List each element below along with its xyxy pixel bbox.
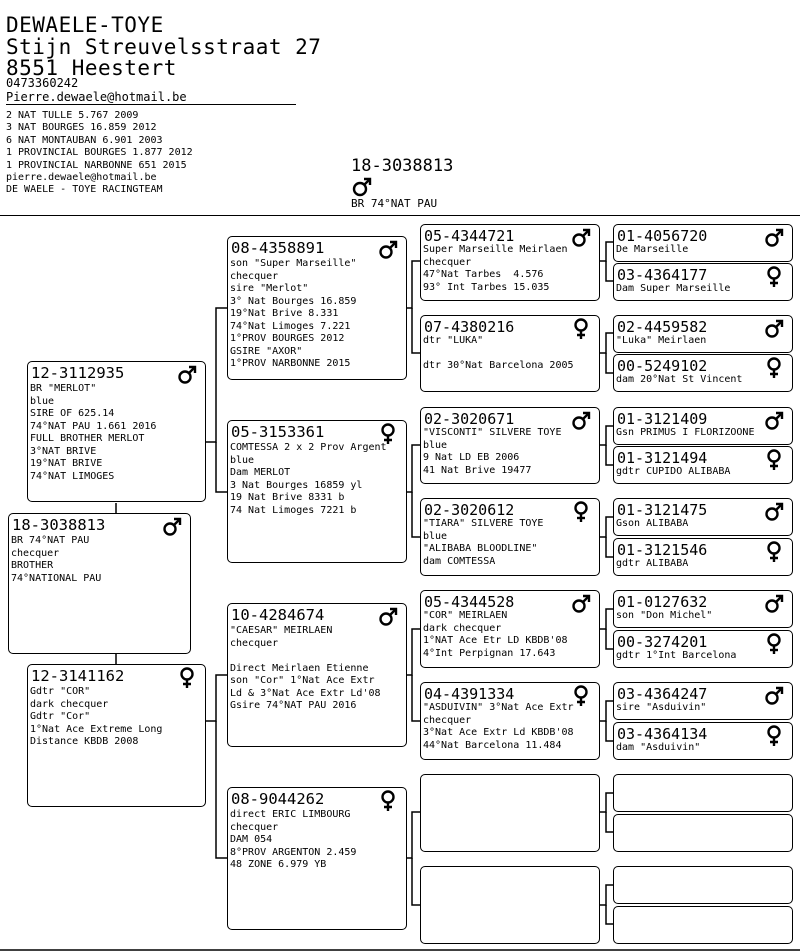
pedigree-notes <box>616 702 706 715</box>
pedigree-box-ss <box>227 236 407 380</box>
note-line: 48 ZONE 6.979 YB <box>230 859 327 870</box>
pedigree-box-dsd <box>420 682 600 760</box>
ring-number: 18-3038813 <box>12 516 106 534</box>
ring-number: 03-4364247 <box>617 685 708 703</box>
result-line: 2 NAT TULLE 5.767 2009 <box>6 110 139 121</box>
pedigree-notes <box>423 335 574 373</box>
ring-number: 12-3141162 <box>31 667 125 685</box>
pedigree-box-empty <box>613 774 793 812</box>
ring-number: 08-9044262 <box>231 790 325 808</box>
note-line: 74°NATIONAL PAU <box>11 572 102 584</box>
pedigree-box-empty <box>613 814 793 852</box>
note-line: "COR" MEIRLAEN <box>423 610 508 621</box>
female-icon <box>764 266 784 288</box>
pedigree-notes <box>30 383 156 483</box>
note-line: "CAESAR" MEIRLAEN <box>230 625 333 636</box>
result-line: 3 NAT BOURGES 16.859 2012 <box>6 122 157 134</box>
owner-email[interactable]: Pierre.dewaele@hotmail.be <box>6 90 187 104</box>
note-line: 44°Nat Barcelona 11.484 <box>423 739 562 751</box>
pedigree-notes <box>11 535 101 585</box>
pedigree-box-ssss <box>613 224 793 262</box>
pedigree-box-empty <box>420 866 600 944</box>
note-line: "TIARA" SILVERE TOYE <box>423 518 544 529</box>
ring-number: 05-4344528 <box>424 593 515 611</box>
ring-number: 05-3153361 <box>231 423 325 441</box>
note-line: 1°PROV NARBONNE 2015 <box>230 358 351 369</box>
pedigree-notes <box>616 518 688 531</box>
note-line: Dam MERLOT <box>230 467 291 478</box>
ring-number: 01-3121546 <box>617 541 708 559</box>
owner-city: 8551 Heestert <box>6 56 177 80</box>
pedigree-box-dssd <box>613 630 793 668</box>
ring-number: 02-3020671 <box>424 410 515 428</box>
note-line: 74°NAT PAU 1.661 2016 <box>30 420 157 432</box>
female-icon <box>378 790 398 812</box>
male-icon <box>764 594 784 616</box>
female-icon <box>764 449 784 471</box>
note-line: dam COMTESSA <box>423 555 496 567</box>
ring-number: 00-3274201 <box>617 633 708 651</box>
result-line: DE WAELE - TOYE RACINGTEAM <box>6 184 163 196</box>
female-icon <box>571 685 591 707</box>
note-line: dark checquer <box>423 622 502 634</box>
pedigree-notes <box>616 610 712 623</box>
ring-number: 01-3121494 <box>617 449 708 467</box>
female-icon <box>571 318 591 340</box>
note-line: blue <box>230 454 255 466</box>
pedigree-notes <box>616 558 688 571</box>
note-line: dtr "LUKA" <box>423 335 484 346</box>
pedigree-box-dsdd <box>613 722 793 760</box>
note-line: checquer <box>230 821 279 833</box>
male-icon <box>162 517 182 539</box>
ring-number: 03-4364177 <box>617 266 708 284</box>
note-line: BROTHER <box>11 560 54 571</box>
note-line: 3°NAT BRIVE <box>30 445 97 457</box>
note-line: dam 20°Nat St Vincent <box>616 374 743 385</box>
pedigree-box-sssd <box>613 263 793 301</box>
female-icon <box>177 667 197 689</box>
note-line: 9 Nat LD EB 2006 <box>423 452 520 463</box>
note-line: checquer <box>11 547 60 559</box>
note-line: 8°PROV ARGENTON 2.459 <box>230 846 357 858</box>
note-line: Gson ALIBABA <box>616 518 689 529</box>
note-line: dam "Asduivin" <box>616 742 701 753</box>
ring-number: 03-4364134 <box>617 725 708 743</box>
note-line: 74 Nat Limoges 7221 b <box>230 504 357 516</box>
note-line: DAM 054 <box>230 834 273 845</box>
note-line: Super Marseille Meirlaen <box>423 244 568 255</box>
note-line: son "Cor" 1°Nat Ace Extr <box>230 675 375 686</box>
pedigree-notes <box>616 244 688 257</box>
note-line: 19°NAT BRIVE <box>30 458 103 469</box>
ring-number: 04-4391334 <box>424 685 515 703</box>
male-icon <box>571 228 591 250</box>
note-line: checquer <box>423 714 472 726</box>
note-line: 74°NAT LIMOGES <box>30 470 115 482</box>
note-line: Dam Super Marseille <box>616 283 731 294</box>
pedigree-box-dss <box>420 590 600 668</box>
note-line: dark checquer <box>30 698 109 710</box>
pedigree-box-dsds <box>613 682 793 720</box>
subject-ring: 18-3038813 <box>351 156 454 176</box>
note-line: Ld & 3°Nat Ace Extr Ld'08 <box>230 687 381 699</box>
owner-name: DEWAELE-TOYE <box>6 13 164 37</box>
note-line: Gsn PRIMUS I FLORIZOONE <box>616 427 755 438</box>
pedigree-box-sddd <box>613 538 793 576</box>
note-line: 3° Nat Bourges 16.859 <box>230 295 357 307</box>
note-line: Distance KBDB 2008 <box>30 736 139 747</box>
pedigree-notes <box>230 442 387 517</box>
note-line: 41 Nat Brive 19477 <box>423 464 532 476</box>
note-line: 4°Int Perpignan 17.643 <box>423 647 556 659</box>
male-icon <box>378 607 398 629</box>
female-icon <box>764 725 784 747</box>
pedigree-notes <box>230 258 356 371</box>
pedigree-notes <box>616 650 736 663</box>
note-line: checquer <box>423 256 472 268</box>
note-line <box>423 348 574 361</box>
note-line: checquer <box>230 637 279 649</box>
pedigree-box-dd <box>227 787 407 930</box>
note-line: Direct Meirlaen Etienne <box>230 662 369 674</box>
ring-number: 02-3020612 <box>424 501 515 519</box>
note-line: "Luka" Meirlaen <box>616 335 707 346</box>
result-line: pierre.dewaele@hotmail.be <box>6 172 157 184</box>
note-line: Gdtr "Cor" <box>30 711 91 722</box>
pedigree-box-sss <box>420 224 600 301</box>
ring-number: 01-3121409 <box>617 410 708 428</box>
note-line: FULL BROTHER MERLOT <box>30 433 145 444</box>
ring-number: 07-4380216 <box>424 318 515 336</box>
pedigree-box-sire <box>27 361 206 502</box>
pedigree-notes <box>423 427 561 477</box>
male-icon <box>571 411 591 433</box>
note-line: 19 Nat Brive 8331 b <box>230 492 345 503</box>
pedigree-notes <box>230 809 356 872</box>
ring-number: 00-5249102 <box>617 357 708 375</box>
female-icon <box>764 633 784 655</box>
female-icon <box>764 541 784 563</box>
pedigree-box-empty <box>613 866 793 904</box>
pedigree-notes <box>616 427 754 440</box>
pedigree-box-ds <box>227 603 407 747</box>
pedigree-box-sdds <box>613 498 793 536</box>
note-line: BR "MERLOT" <box>30 383 97 394</box>
owner-street: Stijn Streuvelsstraat 27 <box>6 35 322 59</box>
female-icon <box>571 501 591 523</box>
note-line: "ASDUIVIN" 3°Nat Ace Extr <box>423 702 574 713</box>
ring-number: 05-4344721 <box>424 227 515 245</box>
ring-number: 01-0127632 <box>617 593 708 611</box>
owner-phone: 0473360242 <box>6 76 79 90</box>
male-icon <box>177 365 197 387</box>
note-line: sire "Asduivin" <box>616 702 707 713</box>
pedigree-box-sdd <box>420 498 600 576</box>
pedigree-box-self <box>8 513 191 654</box>
male-icon <box>764 686 784 708</box>
note-line: Gsire 74°NAT PAU 2016 <box>230 700 357 711</box>
note-line: gdtr CUPIDO ALIBABA <box>616 466 731 477</box>
note-line: 1°PROV BOURGES 2012 <box>230 333 345 344</box>
note-line: blue <box>423 439 448 451</box>
female-icon <box>764 357 784 379</box>
note-line: blue <box>30 395 55 407</box>
ring-number: 12-3112935 <box>31 364 125 382</box>
note-line: 93° Int Tarbes 15.035 <box>423 281 550 293</box>
ring-number: 01-3121475 <box>617 501 708 519</box>
note-line: GSIRE "AXOR" <box>230 345 303 357</box>
note-line: Gdtr "COR" <box>30 686 91 697</box>
note-line: 1°Nat Ace Extreme Long <box>30 723 163 735</box>
result-line: 6 NAT MONTAUBAN 6.901 2003 <box>6 134 163 146</box>
note-line <box>230 650 381 663</box>
pedigree-box-sdsd <box>613 446 793 484</box>
note-line: De Marseille <box>616 244 689 255</box>
pedigree-box-sd <box>227 420 407 563</box>
pedigree-box-sdss <box>613 407 793 445</box>
ring-number: 01-4056720 <box>617 227 708 245</box>
result-line: 1 PROVINCIAL BOURGES 1.877 2012 <box>6 147 193 159</box>
note-line: gdtr 1°Int Barcelona <box>616 650 737 661</box>
note-line: 74°Nat Limoges 7.221 <box>230 320 351 332</box>
pedigree-box-empty <box>420 774 600 852</box>
pedigree-box-ssd <box>420 315 600 392</box>
pedigree-notes <box>616 374 742 387</box>
male-icon <box>764 502 784 524</box>
note-line: BR 74°NAT PAU <box>11 535 90 546</box>
pedigree-notes <box>616 283 730 296</box>
pedigree-notes <box>616 466 730 479</box>
note-line: sire "Merlot" <box>230 283 309 294</box>
note-line: son "Super Marseille" <box>230 258 357 269</box>
pedigree-notes <box>30 686 162 749</box>
pedigree-notes <box>616 742 700 755</box>
male-icon <box>764 411 784 433</box>
male-icon <box>764 228 784 250</box>
pedigree-box-dam <box>27 664 206 807</box>
pedigree-box-ssdd <box>613 354 793 392</box>
pedigree-box-dsss <box>613 590 793 628</box>
note-line: 47°Nat Tarbes 4.576 <box>423 269 544 280</box>
pedigree-box-sds <box>420 407 600 484</box>
subject-note: BR 74°NAT PAU <box>351 197 438 210</box>
male-icon <box>378 240 398 262</box>
pedigree-notes <box>423 244 568 294</box>
note-line: 3 Nat Bourges 16859 yl <box>230 479 363 491</box>
note-line: "VISCONTI" SILVERE TOYE <box>423 427 562 438</box>
result-line: 1 PROVINCIAL NARBONNE 651 2015 <box>6 159 187 171</box>
male-icon <box>764 319 784 341</box>
note-line: direct ERIC LIMBOURG <box>230 809 351 820</box>
ring-number: 08-4358891 <box>231 239 325 257</box>
note-line: "ALIBABA BLOODLINE" <box>423 543 538 554</box>
note-line: blue <box>423 530 448 542</box>
ring-number: 10-4284674 <box>231 606 325 624</box>
pedigree-notes <box>230 625 381 713</box>
pedigree-box-empty <box>613 906 793 944</box>
note-line: checquer <box>230 270 279 282</box>
note-line: dtr 30°Nat Barcelona 2005 <box>423 360 574 371</box>
note-line: son "Don Michel" <box>616 610 713 621</box>
ring-number: 02-4459582 <box>617 318 708 336</box>
pedigree-notes <box>423 610 568 660</box>
note-line: 19°Nat Brive 8.331 <box>230 308 339 319</box>
note-line: gdtr ALIBABA <box>616 558 689 569</box>
pedigree-notes <box>423 518 543 568</box>
note-line: SIRE OF 625.14 <box>30 408 115 419</box>
note-line: 3°Nat Ace Extr Ld KBDB'08 <box>423 727 574 738</box>
pedigree-notes <box>616 335 706 348</box>
pedigree-notes <box>423 702 574 752</box>
male-icon <box>571 594 591 616</box>
note-line: COMTESSA 2 x 2 Prov Argent <box>230 442 387 453</box>
note-line: 1°NAT Ace Etr LD KBDB'08 <box>423 635 568 646</box>
pedigree-box-ssds <box>613 315 793 353</box>
